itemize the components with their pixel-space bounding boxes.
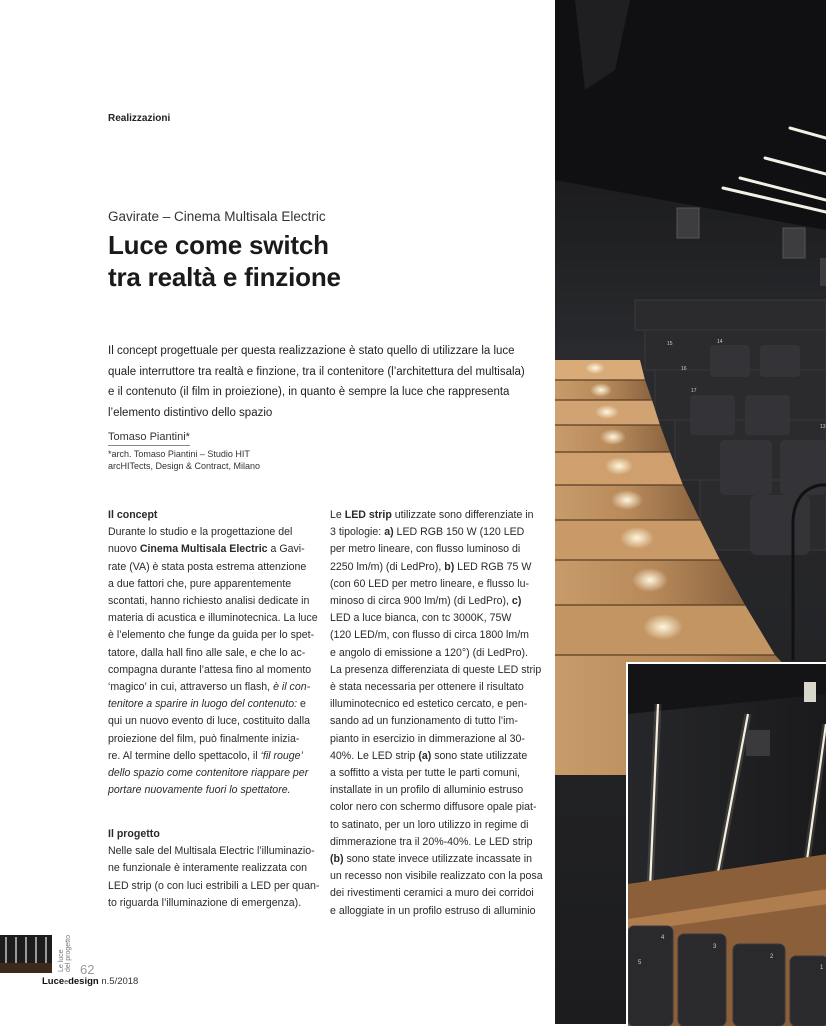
page-number: 62 [80,962,95,977]
text-line: illuminotecnico ed estetico cercato, e pen- [330,698,528,711]
corridor-led-photo [626,662,826,1026]
text-line: portare nuovamente fuori lo spettatore. [108,784,291,797]
intro-line: l’elemento distintivo dello spazio [108,406,273,419]
speaker [677,208,699,238]
text-line: installate in un profilo di alluminio estruso [330,784,524,797]
text-line: scontati, hanno richiesto analisi dedicate in [108,595,310,608]
ceiling-lamp [804,682,816,702]
text-line: (con 60 LED per metro lineare, e flusso lu- [330,577,530,590]
seat-number: 4 [661,935,665,941]
seat-number: 16 [681,366,687,372]
issue-number: n.5/2018 [98,976,139,987]
seat-number: 15 [667,341,673,347]
seat-number: 13 [820,424,826,430]
affiliation-line: *arch. Tomaso Piantini – Studio HIT [108,449,250,459]
seat-number: 2 [770,954,774,960]
section-label: Realizzazioni [108,113,171,124]
seat-number: 17 [691,388,697,394]
magazine-footer: Luceedesign n.5/2018 [42,976,139,987]
seat-number: 14 [717,339,723,345]
text-line: 40%. Le LED strip (a) sono state utilizzate [330,749,528,762]
text-line: LED strip (o con luci estribili a LED per quan- [108,879,320,892]
text-line: proiezione del film, può finalmente inizia- [108,732,300,745]
text-line: ne funzionale è interamente realizzata con [108,862,308,875]
text-line: pianto in esercizio in dimmerazione al 30- [330,732,525,745]
text-line: (120 LED/m, con flusso di circa 1800 lm/m [330,629,530,642]
text-line: Durante lo studio e la progettazione del [108,526,293,539]
title-line-1: Luce come switch [108,230,329,260]
text-line: to riguarda l’illuminazione di emergenza). [108,896,302,909]
venue-name: Cinema Multisala Electric [139,543,268,556]
magazine-name: Luce [42,976,65,987]
text-line: a due fattori che, pure apparentemente [108,577,292,590]
vertical-label-line: del progetto [65,935,72,972]
text-line: e alloggiate in un profilo estruso di alluminio [330,904,536,917]
footer-vertical-label [56,918,72,978]
seat-number: 1 [820,965,824,971]
text-line: compagna durante l’attesa fino al momento [108,663,312,676]
author-name: Tomaso Piantini* [108,431,190,446]
text-line: ‘magico’ in cui, attraverso un flash, è il con- [108,681,311,694]
text-line: Nelle sale del Multisala Electric l’illuminazio- [108,845,315,858]
text-line: (b) sono state invece utilizzate incassate in [330,853,532,866]
speaker [783,228,805,258]
intro-line: Il concept progettuale per questa realizzazione è stato quello di utilizzare la luce [108,345,515,357]
text-line: è l’elemento che funge da guida per lo spet- [108,629,315,642]
text-line: 3 tipologie: a) LED RGB 150 W (120 LED [330,526,525,539]
text-line: un recesso non visibile realizzato con la posa [330,870,543,883]
title-line-2: tra realtà e finzione [108,262,341,292]
text-line: color nero con schermo diffusore opale piat- [330,801,537,814]
footer-thumbnail-image [0,935,52,973]
speaker [746,730,770,756]
text-line: rate (VA) è stata posta estrema attenzione [108,560,307,573]
text-line: dimmerazione tra il 20%-40%. Le LED strip [330,835,533,848]
column-progetto [108,826,320,912]
article-title [108,229,341,293]
vertical-label-line: Le luce [58,949,65,972]
text-line: materia di acustica e illuminotecnica. La luce [108,612,318,625]
text-line: tenitore a sparire in luogo del contenuto: e [108,698,306,711]
text-line: sando ad un funzionamento di tutto l’im- [330,715,518,728]
text-line: La presenza differenziata di queste LED strip [330,663,542,676]
seat-number: 5 [638,960,642,966]
text-line: qui un nuovo evento di luce, costituito dalla [108,715,311,728]
column-led-strip [330,507,543,920]
seat-number: 3 [713,944,717,950]
text-line: dei rivestimenti ceramici a muro dei corridoi [330,887,534,900]
text-line: tatore, dalla hall fino alle sale, e che lo ac- [108,646,306,659]
text-line: a soffitto a vista per tutte le parti comuni, [330,767,520,780]
text-line: per metro lineare, con flusso luminoso di [330,543,521,556]
affiliation-line: arcHITects, Design & Contract, Milano [108,460,261,471]
text-line: è stata necessaria per ottenere il risultato [330,681,524,694]
text-line: to satinato, per un loro utilizzo in regime di [330,818,529,831]
text-line: LED a luce bianca, con tc 3000K, 75W [330,612,512,625]
text-line: Le LED strip utilizzate sono differenziate in [330,509,534,521]
text-line: minoso di circa 900 lm/m) (di LedPro), c) [330,595,522,608]
article-kicker: Gavirate – Cinema Multisala Electric [108,209,326,224]
text-line: e angolo di emissione a 120°) (di LedPro). [330,646,528,659]
concept-heading: Il concept [108,509,158,521]
progetto-heading: Il progetto [108,828,160,840]
column-concept [108,507,318,799]
author-affiliation [108,449,328,472]
text-line: 2250 lm/m) (di LedPro), b) LED RGB 75 W [330,560,532,573]
text-line: re. Al termine dello spettacolo, il ‘fil rouge’ [108,749,303,762]
text-line: dello spazio come contenitore riappare per [108,767,309,780]
intro-line: quale interruttore tra realtà e finzione, tra il contenitore (l’architettura del multisala) [108,365,525,378]
intro-line: e il contenuto (il film in proiezione), in quanto è sempre la luce che rappresenta [108,386,510,398]
text-line: nuovo Cinema Multisala Electric a Gavi- [108,543,305,556]
article-intro [108,341,548,423]
